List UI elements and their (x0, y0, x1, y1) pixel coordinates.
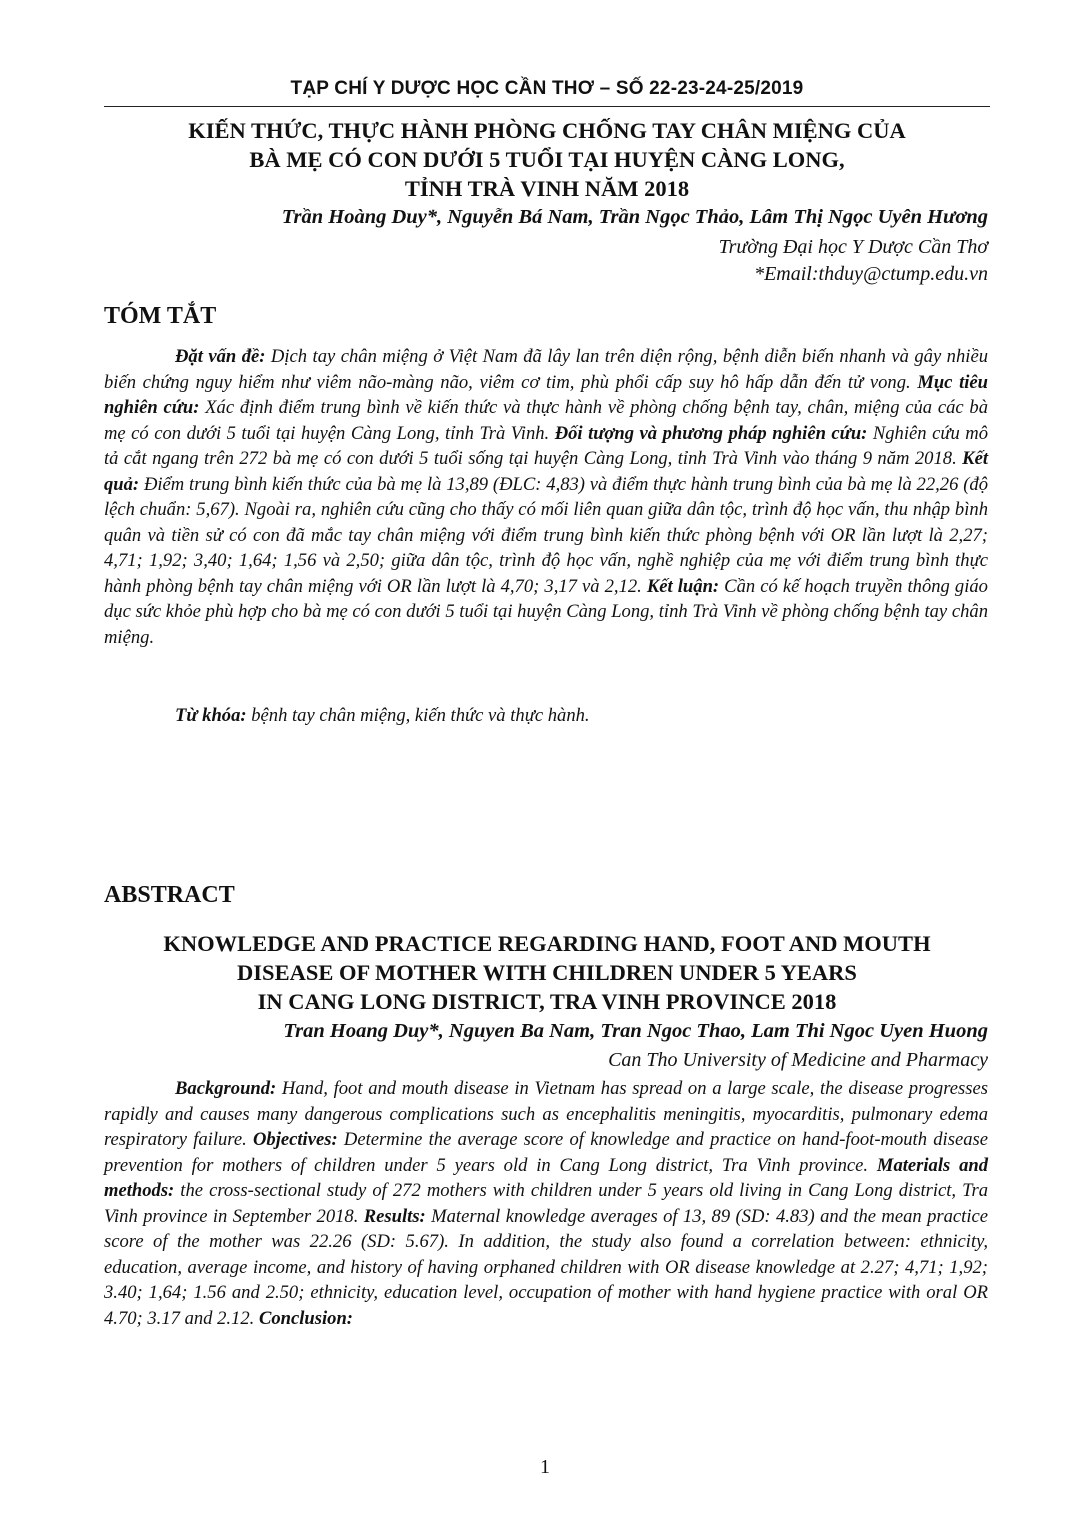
vi-title-line: KIẾN THỨC, THỰC HÀNH PHÒNG CHỐNG TAY CHÂN MIỆNG CỦA (188, 118, 906, 143)
vi-text-methods: Nghiên cứu mô tả cắt ngang trên 272 bà mẹ có con dưới 5 tuổi sống tại huyện Càng Long, tỉnh Trà Vinh vào tháng 9 năm 2018. (104, 422, 988, 469)
en-label-methods: Materials and methods: (104, 1154, 989, 1201)
en-title (104, 929, 990, 1016)
vi-label-conclusion: Kết luận: (646, 575, 720, 597)
vi-text-objectives: Xác định điểm trung bình về kiến thức và thực hành về phòng chống bệnh tay, chân, miệng của các bà mẹ có con dưới 5 tuổi tại huyện Càng Long, tỉnh Trà Vinh. (104, 397, 988, 444)
vi-text-keywords: bệnh tay chân miệng, kiến thức và thực hành. (246, 705, 590, 726)
vi-title-line: BÀ MẸ CÓ CON DƯỚI 5 TUỔI TẠI HUYỆN CÀNG LONG, (249, 147, 845, 172)
en-abstract-paragraph (104, 1076, 988, 1331)
vi-label-results: Kết quả: (104, 448, 988, 495)
vi-label-background: Đặt vấn đề: (175, 346, 266, 367)
en-text-results: Maternal knowledge averages of 13, 89 (SD: 4.83) and the mean practice score of the mother was 22.26 (SD: 5.67). In addition, the study also found a correlation between: ethnicity, education, average income, and history of having orphaned children with OR disease knowledge at 2.27; 4,71; 1,92; 3.40; 1,64; 1.56 and 2.50; ethnicity, education level, occupation of mother with hand hygiene practice with oral OR 4.70; 3.17 and 2.12. (104, 1205, 988, 1329)
abstract-heading: ABSTRACT (104, 882, 235, 908)
vi-summary-paragraph (104, 344, 988, 650)
en-title-line: KNOWLEDGE AND PRACTICE REGARDING HAND, FOOT AND MOUTH (163, 931, 931, 956)
vi-summary-heading: TÓM TẮT (104, 303, 217, 329)
en-affiliation: Can Tho University of Medicine and Pharmacy (608, 1049, 988, 1071)
en-label-results: Results: (363, 1205, 426, 1227)
vi-text-results: Điểm trung bình kiến thức của bà mẹ là 13,89 (ĐLC: 4,83) và điểm thực hành trung bình của bà mẹ là 22,26 (độ lệch chuẩn: 5,67). Ngoài ra, nghiên cứu cũng cho thấy có mối liên quan giữa dân tộc, trình độ học vấn, thu nhập bình quân và tiền sử có con đã mắc tay chân miệng với điểm trung bình kiến thức phòng bệnh với OR lần lượt là 2,27; 4,71; 1,92; 3,40; 1,64; 1,56 và 2,50; giữa dân tộc, trình độ học vấn, nghề nghiệp của mẹ với điểm trung bình thực hành phòng bệnh tay chân miệng với OR lần lượt là 4,70; 3,17 và 2,12. (104, 473, 988, 597)
vi-text-conclusion: Cần có kế hoạch truyền thông giáo dục sức khỏe phù hợp cho bà mẹ có con dưới 5 tuổi tại huyện Càng Long, tỉnh Trà Vinh về phòng chống bệnh tay chân miệng. (104, 575, 988, 648)
vi-text-background: Dịch tay chân miệng ở Việt Nam đã lây lan trên diện rộng, bệnh diễn biến nhanh và gây nhiều biến chứng nguy hiểm như viêm não-màng não, viêm cơ tim, phù phổi cấp suy hô hấp dẫn đến tử vong. (104, 346, 988, 393)
en-label-background: Background: (175, 1078, 277, 1099)
vi-title-line: TỈNH TRÀ VINH NĂM 2018 (404, 176, 690, 201)
vi-email: *Email:thduy@ctump.edu.vn (754, 263, 988, 285)
page-number: 1 (540, 1456, 550, 1478)
en-label-conclusion: Conclusion: (258, 1307, 353, 1329)
en-text-background: Hand, foot and mouth disease in Vietnam has spread on a large scale, the disease progresses rapidly and causes many dangerous complications such as encephalitis meningitis, myocarditis, pulmonary edema respiratory failure. (104, 1078, 988, 1150)
vi-label-methods: Đối tượng và phương pháp nghiên cứu: (554, 422, 868, 444)
vi-label-keywords: Từ khóa: (175, 705, 247, 726)
en-text-objectives: Determine the average score of knowledge and practice on hand-foot-mouth disease prevention for mothers of children under 5 years old in Cang Long district, Tra Vinh province. (104, 1129, 988, 1176)
en-label-objectives: Objectives: (253, 1129, 338, 1150)
vi-authors: Trần Hoàng Duy*, Nguyễn Bá Nam, Trần Ngọc Thảo, Lâm Thị Ngọc Uyên Hương (281, 206, 988, 228)
en-authors: Tran Hoang Duy*, Nguyen Ba Nam, Tran Ngoc Thao, Lam Thi Ngoc Uyen Huong (283, 1020, 988, 1042)
journal-header: TẠP CHÍ Y DƯỢC HỌC CẦN THƠ – SỐ 22-23-24-25/2019 (290, 78, 804, 99)
vi-title (104, 116, 990, 203)
en-text-methods: the cross-sectional study of 272 mothers with children under 5 years old living in Cang Long district, Tra Vinh province in September 2018. (104, 1180, 988, 1227)
vi-label-objectives: Mục tiêu nghiên cứu: (104, 371, 989, 418)
en-title-line: IN CANG LONG DISTRICT, TRA VINH PROVINCE 2018 (257, 989, 837, 1014)
en-title-line: DISEASE OF MOTHER WITH CHILDREN UNDER 5 YEARS (237, 960, 857, 985)
header-rule (104, 106, 990, 107)
vi-affiliation: Trường Đại học Y Dược Cần Thơ (718, 236, 988, 258)
vi-keywords (104, 703, 988, 729)
